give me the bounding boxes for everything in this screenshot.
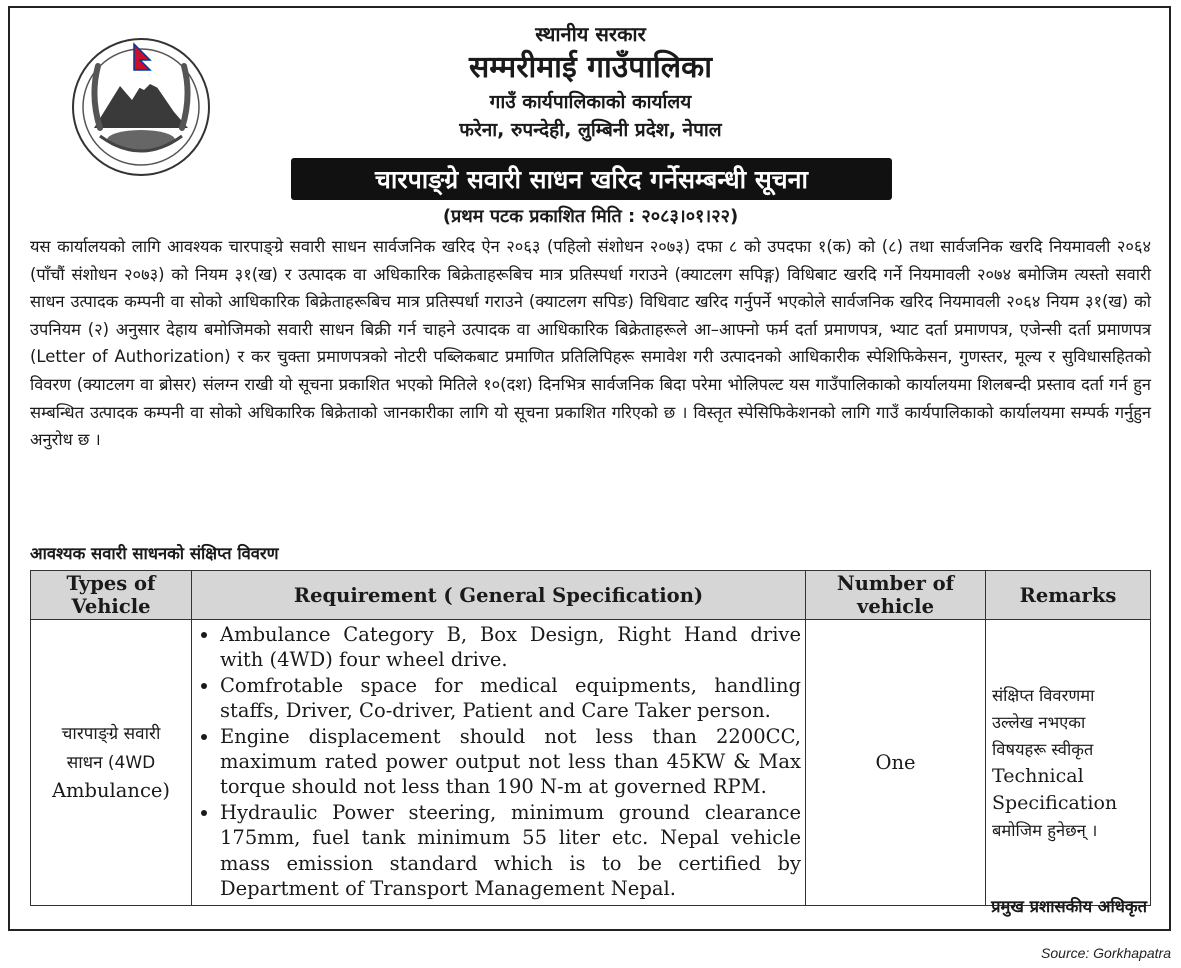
header-remarks: Remarks bbox=[986, 571, 1151, 620]
cell-vehicle-type bbox=[31, 620, 192, 906]
list-item: • Ambulance Category B, Box Design, Right Hand drive with (4WD) four wheel drive. bbox=[220, 622, 801, 673]
remarks-line: बमोजिम हुनेछन् । bbox=[992, 820, 1098, 840]
publication-date: (प्रथम पटक प्रकाशित मिति : २०८३।०१।२२) bbox=[442, 206, 739, 227]
table-title: आवश्यक सवारी साधनको संक्षिप्त विवरण bbox=[30, 544, 279, 563]
header-line-office: गाउँ कार्यपालिकाको कार्यालय bbox=[489, 91, 692, 113]
list-item: • Hydraulic Power steering, minimum ground clearance 175mm, fuel tank minimum 55 liter etc. Nepal vehicle mass emission standard which is to be certified by Department of Transport Management Nepal. bbox=[220, 800, 801, 902]
remarks-line: Technical bbox=[992, 764, 1084, 787]
table-row bbox=[31, 620, 1151, 906]
signatory-title: प्रमुख प्रशासकीय अधिकृत bbox=[991, 897, 1147, 916]
cell-number-of-vehicle: One bbox=[806, 620, 986, 906]
table-header-row bbox=[31, 571, 1151, 620]
vehicle-type-line-text: साधन (4WD bbox=[66, 753, 156, 774]
vehicle-type-line: Ambulance) bbox=[51, 779, 171, 803]
remarks-line: संक्षिप्त विवरणमा bbox=[992, 685, 1095, 705]
header-types-of-vehicle: Types of Vehicle bbox=[31, 571, 192, 620]
header-requirement: Requirement ( General Specification) bbox=[192, 571, 806, 620]
list-item: • Engine displacement should not less than 2200CC, maximum rated power output not less than 45KW & Max torque should not less than 190 N-m at governed RPM. bbox=[220, 724, 801, 800]
remarks-line: विषयहरू स्वीकृत bbox=[992, 739, 1094, 759]
office-header bbox=[0, 20, 1181, 144]
header-number-of-vehicle: Number of vehicle bbox=[806, 571, 986, 620]
header-line-address: फरेना, रुपन्देही, लुम्बिनी प्रदेश, नेपाल bbox=[459, 119, 722, 141]
requirements-list bbox=[196, 622, 801, 901]
cell-remarks bbox=[986, 620, 1151, 906]
header-line-municipality: सम्मरीमाई गाउँपालिका bbox=[469, 50, 712, 85]
header-line-local-government: स्थानीय सरकार bbox=[535, 22, 646, 46]
list-item: • Comfrotable space for medical equipments, handling staffs, Driver, Co-driver, Patient and Care Taker person. bbox=[220, 673, 801, 724]
cell-requirements bbox=[192, 620, 806, 906]
vehicle-type-line: चारपाङ्ग्रे सवारी bbox=[61, 724, 161, 745]
notice-body-paragraph: यस कार्यालयको लागि आवश्यक चारपाङ्ग्रे सवारी साधन सार्वजनिक खरिद ऐन २०६३ (पहिलो संशोधन २०७३) दफा ८ को उपदफा १(क) को (८) तथा सार्वजनिक खरदि नियमावली २०६४ (पाँचौं संशोधन २०७३) को नियम ३१(ख) र उत्पादक वा अधिकारिक बिक्रेताहरूबिच मात्र प्रतिस्पर्धा गराउने (क्याटलग सपिङ्ग) विधिबाट खरदि गर्ने नियमावली २०७४ बमोजिम त्यस्तो सवारी साधन उत्पादक कम्पनी वा सोको आधिकारिक बिक्रेताहरूबिच मात्र प्रतिस्पर्धा गराउने (क्याटलग सपिङ) विधिवाट खरिद गर्नुपर्ने भएकोले सार्वजनिक खरिद नियमावली २०६४ नियम ३१(ख) को उपनियम (२) अनुसार देहाय बमोजिमको सवारी साधन बिक्री गर्न चाहने उत्पादक वा आधिकारिक बिक्रेताहरूले आ–आफ्नो फर्म दर्ता प्रमाणपत्र, भ्याट दर्ता प्रमाणपत्र, एजेन्सी दर्ता प्रमाणपत्र (Letter of Authorization) र कर चुक्ता प्रमाणपत्रको नोटरी पब्लिकबाट प्रमाणित प्रतिलिपिहरू समावेश गरी उत्पादनको आधिकारीक स्पेशिफिकेसन, गुणस्तर, मूल्य र सुविधासहितको विवरण (क्याटलग वा ब्रोसर) संलग्न राखी यो सूचना प्रकाशित भएको मितिले १०(दश) दिनभित्र सार्वजनिक बिदा परेमा भोलिपल्ट यस गाउँपालिकाको कार्यालयमा शिलबन्दी प्रस्ताव दर्ता गर्न हुन सम्बन्धित उत्पादक कम्पनी वा सोको अधिकारिक बिक्रेताको जानकारीका लागि यो सूचना प्रकाशित गरिएको छ । विस्तृत स्पेसिफिकेशनको लागि गाउँ कार्यपालिकाको कार्यालयमा सम्पर्क गर्नुहुन अनुरोध छ । bbox=[30, 237, 1152, 450]
remarks-line: Specification bbox=[992, 791, 1118, 814]
notice-title-banner: चारपाङ्ग्रे सवारी साधन खरिद गर्नेसम्बन्धी सूचना bbox=[291, 158, 892, 200]
source-credit: Source: Gorkhapatra bbox=[1041, 945, 1171, 961]
vehicle-type-line bbox=[37, 748, 185, 777]
remarks-line: उल्लेख नभएका bbox=[992, 712, 1086, 732]
vehicle-spec-table bbox=[30, 570, 1151, 906]
